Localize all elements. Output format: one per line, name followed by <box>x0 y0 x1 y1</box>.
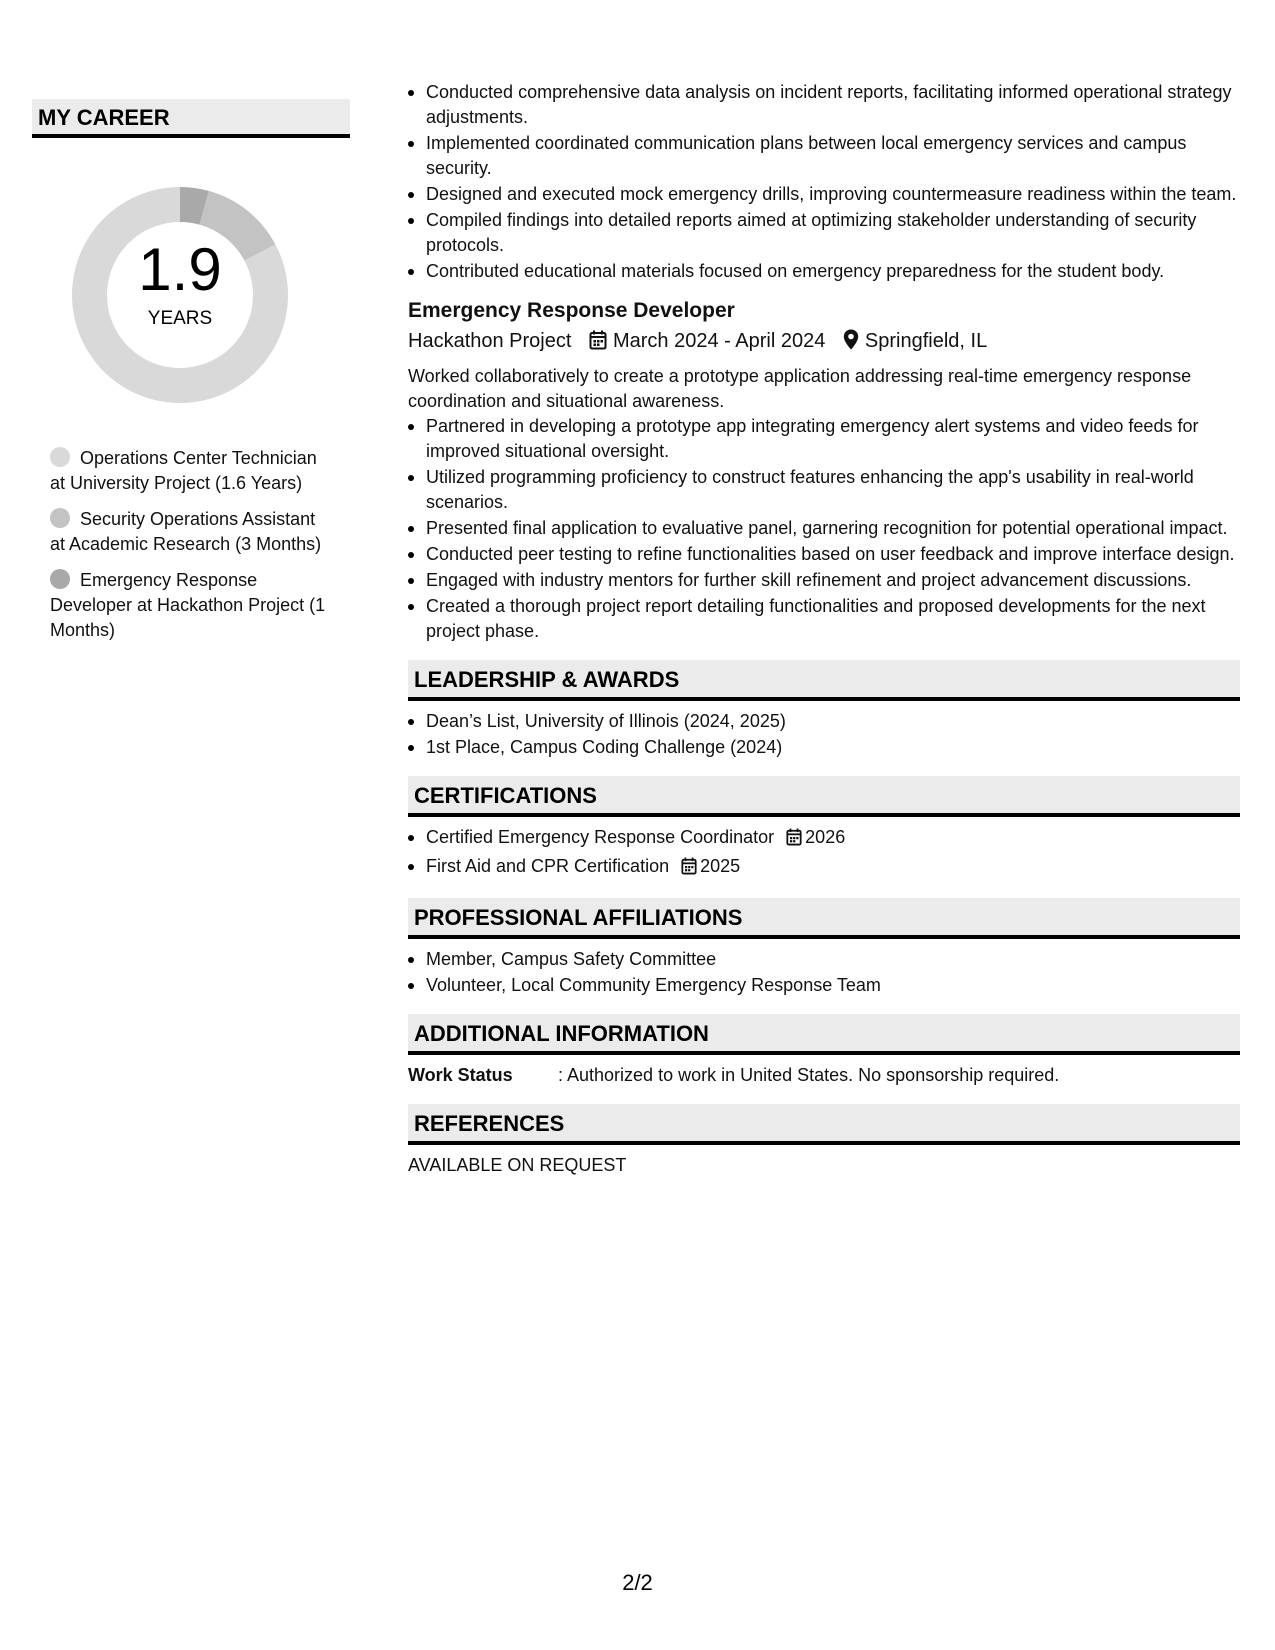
list-item: Utilized programming proficiency to construct features enhancing the app's usability in real-world scenarios. <box>408 465 1240 515</box>
list-item: Volunteer, Local Community Emergency Response Team <box>408 973 1240 998</box>
calendar-icon <box>786 828 802 853</box>
legend-dot-icon <box>50 508 70 528</box>
calendar-icon <box>589 330 607 358</box>
legend-label: Operations Center Technician at University Project (1.6 Years) <box>50 448 317 493</box>
job-dates: March 2024 - April 2024 <box>612 330 826 352</box>
list-item: Partnered in developing a prototype app integrating emergency alert systems and video feeds for improved situational oversight. <box>408 414 1240 464</box>
references-text: AVAILABLE ON REQUEST <box>408 1155 627 1175</box>
job-bullets <box>408 414 1240 644</box>
career-total-years: 1.9 <box>138 236 222 303</box>
list-item: Designed and executed mock emergency drills, improving countermeasure readiness within the team. <box>408 182 1240 207</box>
list-item: Compiled findings into detailed reports aimed at optimizing stakeholder understanding of security protocols. <box>408 208 1240 258</box>
legend-dot-icon <box>50 447 70 467</box>
leadership-heading: LEADERSHIP & AWARDS <box>408 660 1240 701</box>
affiliations-list <box>408 947 1240 998</box>
cert-name: First Aid and CPR Certification <box>426 856 670 876</box>
list-item: 1st Place, Campus Coding Challenge (2024) <box>408 735 1240 760</box>
list-item: Dean’s List, University of Illinois (2024, 2025) <box>408 709 1240 734</box>
previous-job-bullets <box>408 80 1240 284</box>
certifications-list <box>408 825 1240 882</box>
page-number: 2/2 <box>622 1570 653 1595</box>
work-status-value: : Authorized to work in United States. No sponsorship required. <box>558 1065 1060 1085</box>
leadership-list <box>408 709 1240 760</box>
legend-label: Security Operations Assistant at Academic Research (3 Months) <box>50 509 322 554</box>
resume-main <box>408 80 1240 1178</box>
list-item: Contributed educational materials focused on emergency preparedness for the student body. <box>408 259 1240 284</box>
legend-label: Emergency Response Developer at Hackathon Project (1 Months) <box>50 570 326 640</box>
job-title: Emergency Response Developer <box>408 299 735 322</box>
work-status-label: Work Status <box>408 1065 513 1085</box>
legend-item <box>50 446 335 496</box>
list-item <box>408 825 1240 853</box>
job-description: Worked collaboratively to create a prototype application addressing real-time emergency response coordination and situational awareness. <box>408 366 1192 411</box>
list-item: Presented final application to evaluative panel, garnering recognition for potential operational impact. <box>408 516 1240 541</box>
job-meta <box>408 327 1240 358</box>
list-item <box>408 854 1240 882</box>
cert-year: 2026 <box>805 827 846 847</box>
career-legend <box>50 446 335 643</box>
cert-name: Certified Emergency Response Coordinator <box>426 827 775 847</box>
legend-item <box>50 568 335 643</box>
list-item: Implemented coordinated communication plans between local emergency services and campus security. <box>408 131 1240 181</box>
cert-year: 2025 <box>700 856 741 876</box>
list-item: Conducted comprehensive data analysis on incident reports, facilitating informed operational strategy adjustments. <box>408 80 1240 130</box>
legend-item <box>50 507 335 557</box>
references-heading: REFERENCES <box>408 1104 1240 1145</box>
career-donut-chart <box>65 180 295 410</box>
certifications-heading: CERTIFICATIONS <box>408 776 1240 817</box>
work-status-row <box>408 1063 1240 1088</box>
calendar-icon <box>681 857 697 882</box>
career-total-unit: YEARS <box>147 308 213 329</box>
career-heading: MY CAREER <box>32 99 350 138</box>
additional-info-heading: ADDITIONAL INFORMATION <box>408 1014 1240 1055</box>
list-item: Engaged with industry mentors for further skill refinement and project advancement discussions. <box>408 568 1240 593</box>
list-item: Created a thorough project report detailing functionalities and proposed developments for the next project phase. <box>408 594 1240 644</box>
list-item: Member, Campus Safety Committee <box>408 947 1240 972</box>
job-org: Hackathon Project <box>408 330 572 352</box>
list-item: Conducted peer testing to refine functionalities based on user feedback and improve interface design. <box>408 542 1240 567</box>
legend-dot-icon <box>50 569 70 589</box>
career-sidebar <box>32 99 350 654</box>
job-location: Springfield, IL <box>864 330 988 352</box>
affiliations-heading: PROFESSIONAL AFFILIATIONS <box>408 898 1240 939</box>
location-pin-icon <box>843 329 859 358</box>
